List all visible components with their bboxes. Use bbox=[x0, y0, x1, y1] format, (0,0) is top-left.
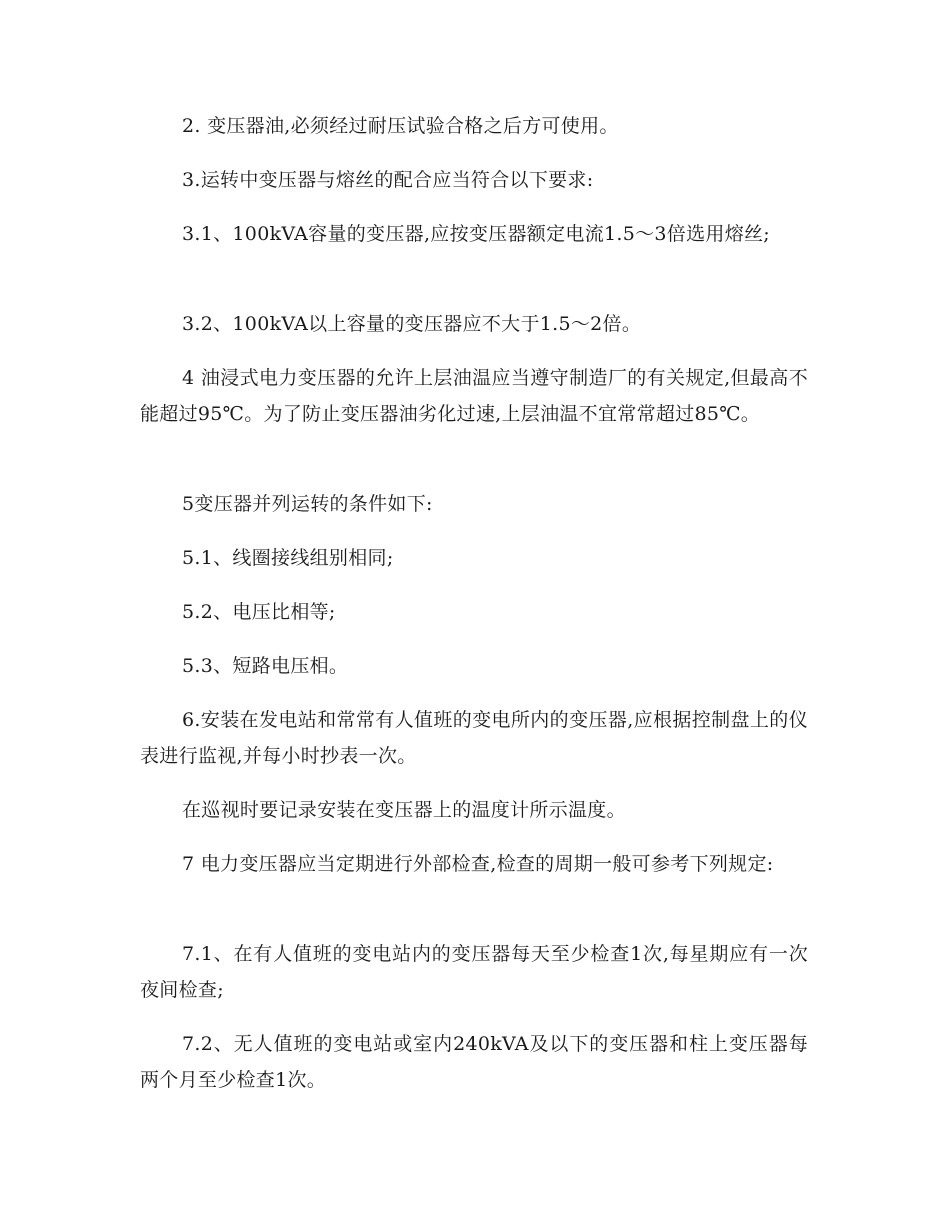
paragraph-item-6: 6.安装在发电站和常常有人值班的变电所内的变压器,应根据控制盘上的仪表进行监视,并每小时抄表一次。 bbox=[140, 709, 808, 767]
paragraph-item-3-2: 3.2、100kVA以上容量的变压器应不大于1.5～2倍。 bbox=[182, 313, 642, 335]
paragraph-item-5-1: 5.1、线圈接线组别相同; bbox=[182, 547, 394, 569]
paragraph-item-5-2: 5.2、电压比相等; bbox=[182, 601, 336, 623]
paragraph-note: 在巡视时要记录安装在变压器上的温度计所示温度。 bbox=[182, 799, 626, 821]
paragraph-item-3: 3.运转中变压器与熔丝的配合应当符合以下要求: bbox=[182, 169, 594, 191]
paragraph-item-3-1: 3.1、100kVA容量的变压器,应按变压器额定电流1.5～3倍选用熔丝; bbox=[182, 223, 770, 245]
paragraph-item-7-1: 7.1、在有人值班的变电站内的变压器每天至少检查1次,每星期应有一次夜间检查; bbox=[140, 943, 808, 1001]
paragraph-item-4: 4 油浸式电力变压器的允许上层油温应当遵守制造厂的有关规定,但最高不能超过95℃。为了防止变压器油劣化过速,上层油温不宜常常超过85℃。 bbox=[140, 367, 808, 425]
paragraph-item-5: 5变压器并列运转的条件如下: bbox=[182, 493, 433, 515]
paragraph-item-7-2: 7.2、无人值班的变电站或室内240kVA及以下的变压器和柱上变压器每两个月至少检查1次。 bbox=[140, 1033, 808, 1091]
paragraph-item-7: 7 电力变压器应当定期进行外部检查,检查的周期一般可参考下列规定: bbox=[182, 853, 774, 875]
paragraph-item-5-3: 5.3、短路电压相。 bbox=[182, 655, 349, 677]
paragraph-item-2: 2. 变压器油,必须经过耐压试验合格之后方可使用。 bbox=[182, 115, 619, 137]
